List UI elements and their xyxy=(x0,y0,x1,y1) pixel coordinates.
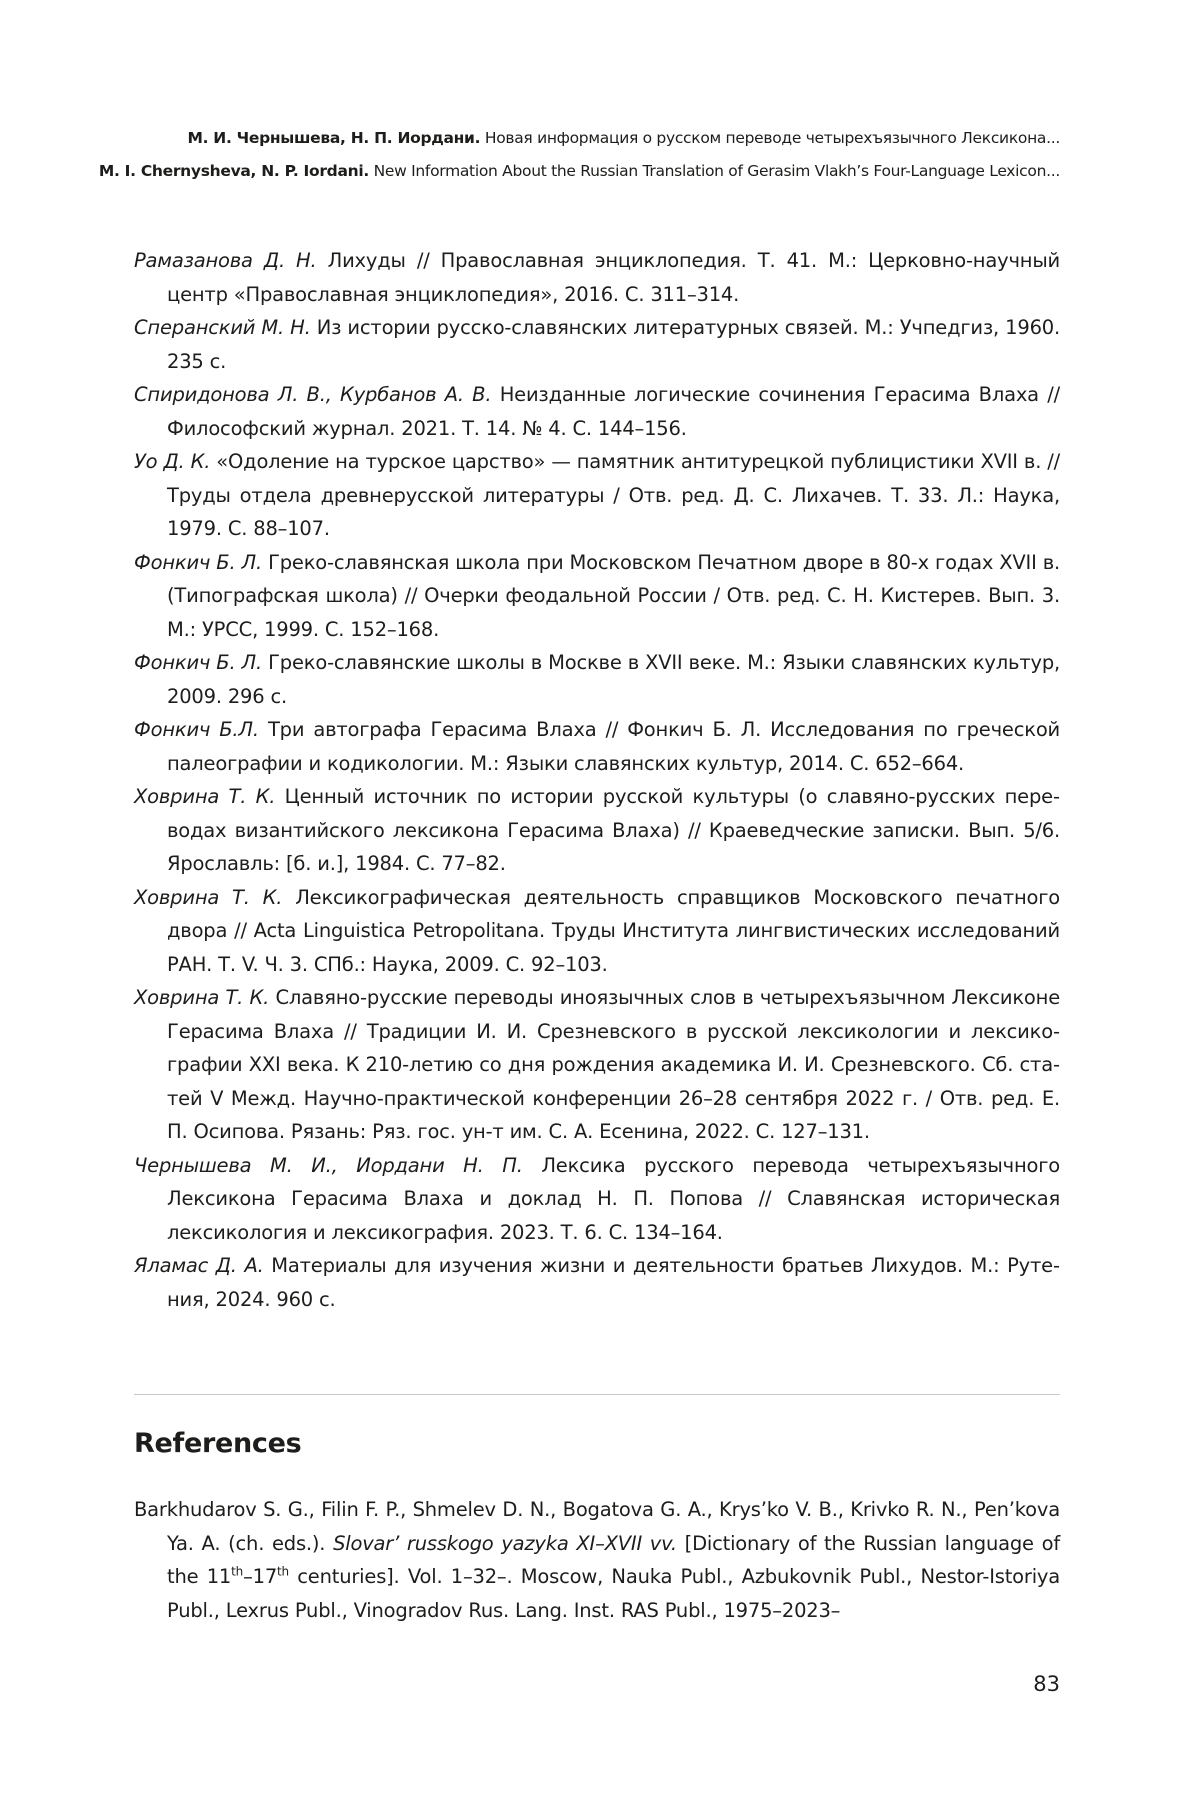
reference-entry xyxy=(134,378,1060,445)
reference-entry xyxy=(134,713,1060,780)
reference-text: Греко-славянская школа при Московском Печатном дворе в 80-х годах XVII в. (Типографская школа) // Очерки феодальной России / Отв. ред. С. Н. Кистерев. Вып. 3. М.: УРСС, 1999. С. 152–168. xyxy=(167,550,1060,641)
reference-text: Из истории русско-славянских литературных связей. М.: Учпедгиз, 1960. 235 с. xyxy=(167,316,1060,373)
reference-text: Славяно-русские переводы иноязычных слов в четырехъязычном Лексиконе Герасима Влаха // Традиции И. И. Срезневского в русской лексикологии и лексикографии XXI века. К 210-летию со дня рождения академика И. И. Срезневского. Сб. статей V Межд. Научно-практической конференции 26–28 сентября 2022 г. / Отв. ред. Е. П. Осипова. Рязань: Ряз. гос. ун-т им. С. А. Есенина, 2022. С. 127–131. xyxy=(167,986,1061,1143)
reference-title-en: Slovar’ russkogo yazyka XI–XVII vv. xyxy=(333,1531,677,1555)
running-head-en xyxy=(99,161,1060,181)
reference-entry xyxy=(134,244,1060,311)
reference-author: Уо Д. К. xyxy=(134,450,211,473)
reference-text-en: centuries]. Vol. 1–32–. Moscow, Nauka Publ., Azbukovnik Publ., Nestor-Istoriya Publ., Lexrus Publ., Vinogradov Rus. Lang. Inst. RAS Publ., 1975–2023– xyxy=(167,1565,1061,1622)
reference-entry xyxy=(134,646,1060,713)
reference-text: Три автографа Герасима Влаха // Фонкич Б. Л. Исследования по греческой палеографии и кодикологии. М.: Языки славянских культур, 2014. С. 652–664. xyxy=(167,718,1061,775)
reference-text: Лихуды // Православная энциклопедия. Т. 41. М.: Церковно-научный центр «Православная энциклопедия», 2016. С. 311–314. xyxy=(167,249,1060,306)
running-head-authors: M. I. Chernysheva, N. P. Iordani. xyxy=(98,162,369,180)
reference-author: Ховрина Т. К. xyxy=(134,885,283,909)
reference-text: Лексикографическая деятельность справщиков Московского печатного двора // Acta Linguistica Petropolitana. Труды Института лингвистических исследований РАН. Т. V. Ч. 3. СПб.: Наука, 2009. С. 92–103. xyxy=(167,885,1060,976)
reference-author: Фонкич Б.Л. xyxy=(134,718,259,741)
reference-entry xyxy=(134,1149,1060,1250)
running-head-title: Новая информация о русском переводе четырехъязычного Лексикона... xyxy=(484,129,1060,147)
reference-text: Греко-славянские школы в Москве в XVII веке. М.: Языки славянских культур, 2009. 296 с. xyxy=(167,651,1060,708)
reference-author: Фонкич Б. Л. xyxy=(134,550,262,574)
reference-author: Чернышева М. И., Иордани Н. П. xyxy=(134,1153,523,1177)
references-heading: References xyxy=(134,1428,302,1459)
reference-entry xyxy=(134,1493,1060,1627)
reference-entry xyxy=(134,445,1060,546)
running-head-ru xyxy=(187,128,1060,148)
reference-author: Спиридонова Л. В., Курбанов А. В. xyxy=(134,383,492,406)
reference-author: Сперанский М. Н. xyxy=(134,316,311,339)
running-head-title: New Information About the Russian Translation of Gerasim Vlakh’s Four-Language Lexicon... xyxy=(373,162,1060,180)
reference-author: Рамазанова Д. Н. xyxy=(134,249,317,272)
reference-entry xyxy=(134,881,1060,982)
section-divider xyxy=(134,1394,1060,1395)
reference-list-ru xyxy=(134,244,1060,1316)
reference-entry xyxy=(134,780,1060,881)
reference-text: «Одоление на турское царство» — памятник антитурецкой публицистики XVII в. // Труды отдела древнерусской литературы / Отв. ред. Д. С. Лихачев. Т. 33. Л.: Наука, 1979. С. 88–107. xyxy=(167,450,1060,540)
reference-author: Фонкич Б. Л. xyxy=(134,651,263,674)
page-number: 83 xyxy=(1033,1672,1060,1696)
reference-text: Материалы для изучения жизни и деятельности братьев Лихудов. М.: Рутения, 2024. 960 с. xyxy=(167,1254,1061,1311)
reference-author: Ховрина Т. К. xyxy=(134,785,276,808)
reference-text: Неизданные логические сочинения Герасима Влаха // Философский журнал. 2021. Т. 14. № 4. С. 144–156. xyxy=(167,383,1061,440)
reference-text-en: –17 xyxy=(243,1565,278,1588)
reference-author: Ховрина Т. К. xyxy=(134,986,270,1009)
reference-entry xyxy=(134,311,1060,378)
superscript-th: th xyxy=(277,1564,289,1579)
reference-author: Яламас Д. А. xyxy=(134,1254,264,1277)
superscript-th: th xyxy=(231,1564,244,1579)
reference-text: Ценный источник по истории русской культуры (о славяно-русских переводах византийского лексикона Герасима Влаха) // Краеведческие записки. Вып. 5/6. Ярославль: [б. и.], 1984. С. 77–82. xyxy=(167,785,1060,875)
reference-text: Лексика русского перевода четырехъязычного Лексикона Герасима Влаха и доклад Н. П. Попова // Славянская историческая лексикология и лексикография. 2023. Т. 6. С. 134–164. xyxy=(167,1153,1060,1244)
reference-entry xyxy=(134,546,1060,647)
reference-list-en xyxy=(134,1493,1060,1627)
reference-authors-en: Barkhudarov S. G., Filin F. P., Shmelev D. N., Bogatova G. A., Krys’ko V. B., Krivko R. N., Pen’kova Ya. A. (ch. eds.). xyxy=(134,1498,1060,1555)
reference-text-en: [Dictionary of the Russian language of the 11 xyxy=(167,1531,1060,1588)
reference-entry xyxy=(134,981,1060,1149)
running-head-authors: М. И. Чернышева, Н. П. Иордани. xyxy=(187,129,481,147)
reference-entry xyxy=(134,1249,1060,1316)
